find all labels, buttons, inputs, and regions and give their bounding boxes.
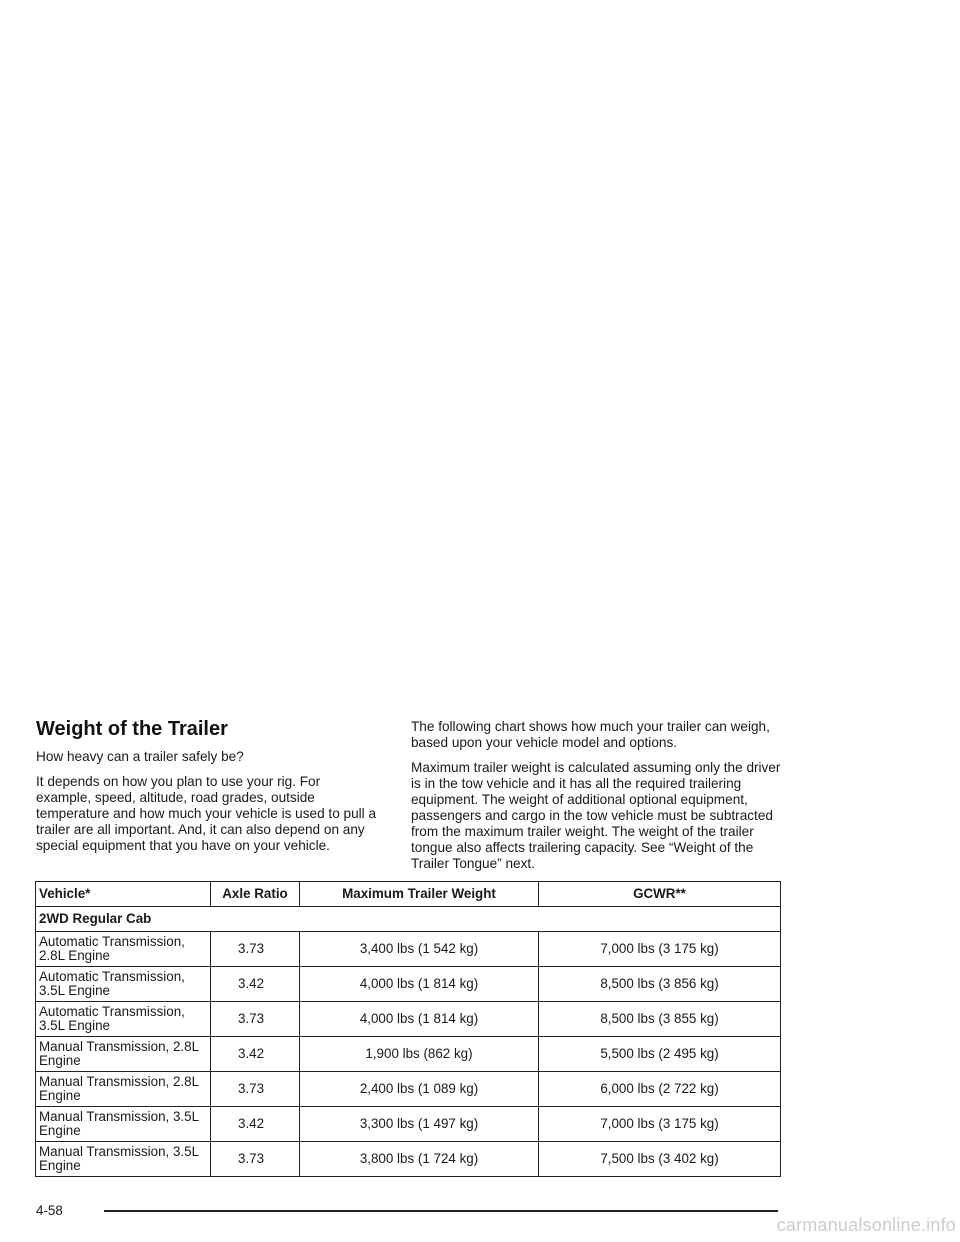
max-weight-cell: 3,400 lbs (1 542 kg) [300, 932, 539, 967]
table-row [36, 1072, 781, 1107]
gcwr-cell: 8,500 lbs (3 855 kg) [539, 1002, 781, 1037]
gcwr-cell: 5,500 lbs (2 495 kg) [539, 1037, 781, 1072]
right-column [411, 719, 781, 881]
max-weight-cell: 2,400 lbs (1 089 kg) [300, 1072, 539, 1107]
header-axle-ratio: Axle Ratio [211, 882, 300, 907]
gcwr-cell: 7,000 lbs (3 175 kg) [539, 1107, 781, 1142]
watermark-text: carmanualsonline.info [776, 1215, 956, 1235]
trailer-weight-table-container [35, 881, 781, 1177]
table-row [36, 1142, 781, 1177]
table-row [36, 967, 781, 1002]
header-max-trailer-weight: Maximum Trailer Weight [300, 882, 539, 907]
axle-ratio-cell: 3.73 [211, 1142, 300, 1177]
page-number: 4-58 [36, 1203, 63, 1218]
max-weight-cell: 3,800 lbs (1 724 kg) [300, 1142, 539, 1177]
axle-ratio-cell: 3.42 [211, 967, 300, 1002]
table-group-row [36, 907, 781, 932]
table-header-row [36, 882, 781, 907]
gcwr-cell: 7,500 lbs (3 402 kg) [539, 1142, 781, 1177]
max-weight-cell: 3,300 lbs (1 497 kg) [300, 1107, 539, 1142]
axle-ratio-cell: 3.73 [211, 1002, 300, 1037]
vehicle-cell: Automatic Transmission, 2.8L Engine [36, 932, 211, 967]
group-label: 2WD Regular Cab [36, 907, 781, 932]
axle-ratio-cell: 3.42 [211, 1107, 300, 1142]
gcwr-cell: 7,000 lbs (3 175 kg) [539, 932, 781, 967]
chart-intro-paragraph: The following chart shows how much your trailer can weigh, based upon your vehicle model and options. [411, 719, 770, 750]
intro-paragraph: It depends on how you plan to use your rig. For example, speed, altitude, road grades, outside temperature and how much your vehicle is used to pull a trailer are all important. And, it can also depend on any special equipment that you have on your vehicle. [36, 774, 377, 853]
max-weight-cell: 1,900 lbs (862 kg) [300, 1037, 539, 1072]
gcwr-cell: 6,000 lbs (2 722 kg) [539, 1072, 781, 1107]
table-row [36, 932, 781, 967]
table-row [36, 1002, 781, 1037]
header-gcwr: GCWR** [539, 882, 781, 907]
trailer-weight-table [35, 881, 781, 1177]
intro-question: How heavy can a trailer safely be? [36, 749, 244, 764]
max-weight-paragraph: Maximum trailer weight is calculated assuming only the driver is in the tow vehicle and it has all the required trailering equipment. The weight of additional optional equipment, passengers and cargo in the tow vehicle must be subtracted from the maximum trailer weight. The weight of the trailer tongue also affects trailering capacity. See “Weight of the Trailer Tongue” next. [411, 760, 781, 871]
left-column [36, 717, 378, 863]
max-weight-cell: 4,000 lbs (1 814 kg) [300, 967, 539, 1002]
vehicle-cell: Automatic Transmission, 3.5L Engine [36, 1002, 211, 1037]
header-vehicle: Vehicle* [36, 882, 211, 907]
table-row [36, 1107, 781, 1142]
footer-divider [104, 1210, 778, 1212]
vehicle-cell: Manual Transmission, 3.5L Engine [36, 1142, 211, 1177]
vehicle-cell: Manual Transmission, 2.8L Engine [36, 1037, 211, 1072]
gcwr-cell: 8,500 lbs (3 856 kg) [539, 967, 781, 1002]
max-weight-cell: 4,000 lbs (1 814 kg) [300, 1002, 539, 1037]
vehicle-cell: Manual Transmission, 2.8L Engine [36, 1072, 211, 1107]
axle-ratio-cell: 3.73 [211, 932, 300, 967]
table-row [36, 1037, 781, 1072]
vehicle-cell: Manual Transmission, 3.5L Engine [36, 1107, 211, 1142]
axle-ratio-cell: 3.73 [211, 1072, 300, 1107]
section-title: Weight of the Trailer [36, 718, 228, 740]
axle-ratio-cell: 3.42 [211, 1037, 300, 1072]
vehicle-cell: Automatic Transmission, 3.5L Engine [36, 967, 211, 1002]
